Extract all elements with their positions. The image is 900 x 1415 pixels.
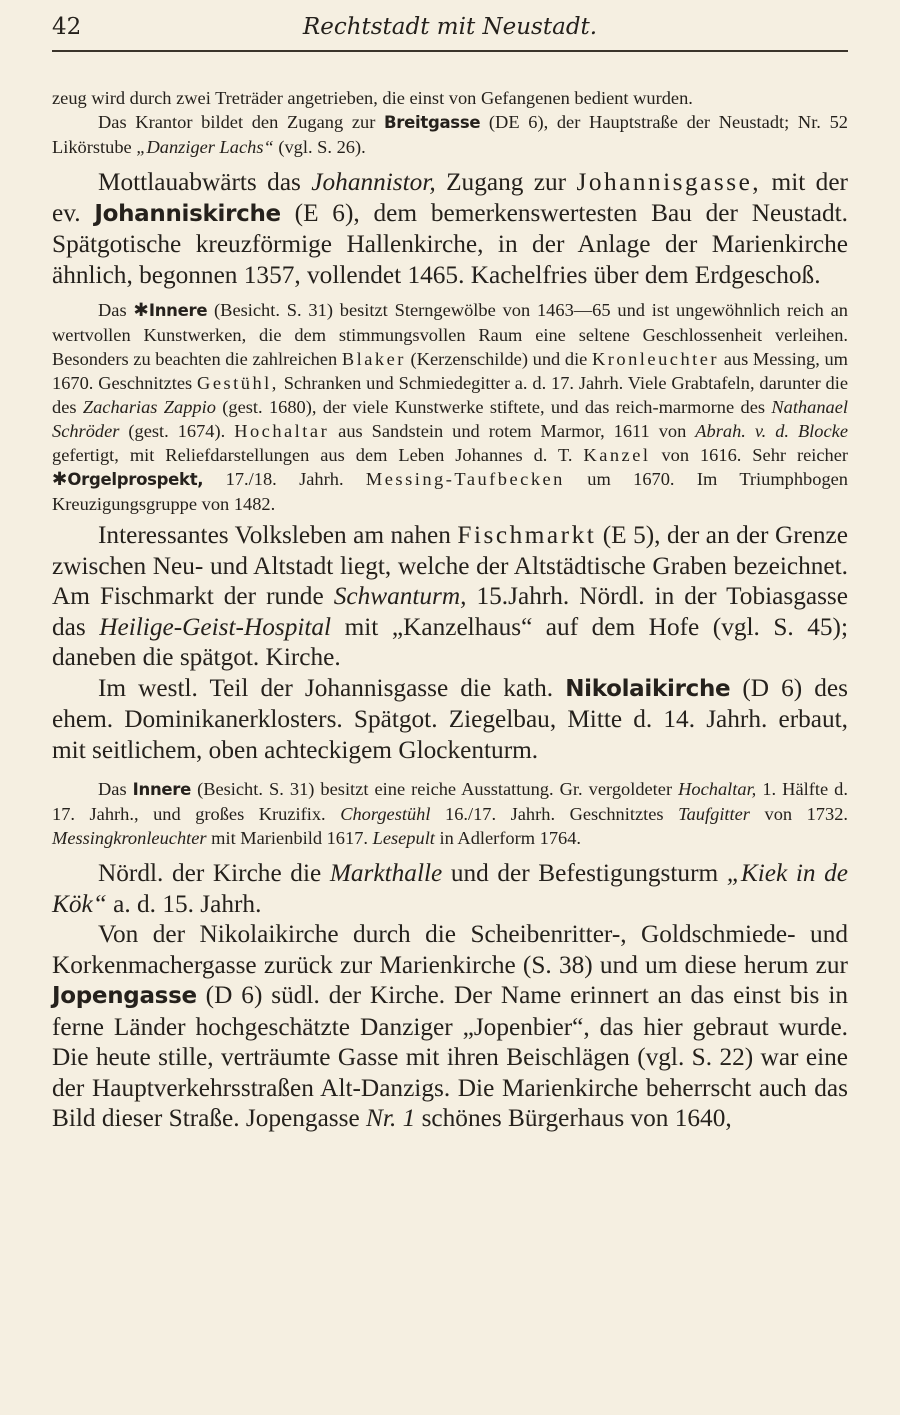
paragraph-1: zeug wird durch zwei Treträder angetrieben, die einst von Gefangenen bedient wurden.: [52, 88, 693, 108]
paragraph-8: Nördl. der Kirche die Markthalle und der Befestigungsturm „Kiek in de Kök“ a. d. 15. Jahrh.: [52, 859, 848, 918]
place-jopengasse: Jopengasse: [52, 983, 197, 1009]
page-header: [52, 14, 848, 50]
star-icon: ✱: [133, 300, 149, 321]
page-body: [52, 86, 848, 1134]
paragraph-4: Das ✱Innere (Besicht. S. 31) besitzt Sterngewölbe von 1463—65 und ist ungewöhnlich reich an wertvollen Kunstwerken, die dem stimmungsvollen Raum eine seltene Geschlossenheit verleihen. Besonders zu beachten die zahlreichen Blaker (Kerzenschilde) und die Kronleuchter aus Messing, um 1670. Geschnitztes Gestühl, Schranken und Schmiedegitter a. d. 17. Jahrh. Viele Grabtafeln, darunter die des Zacharias Zappio (gest. 1680), der viele Kunstwerke stiftete, und das reich-marmorne des Nathanael Schröder (gest. 1674). Hochaltar aus Sandstein und rotem Marmor, 1611 von Abrah. v. d. Blocke gefertigt, mit Reliefdarstellungen aus dem Leben Johannes d. T. Kanzel von 1616. Sehr reicher ✱Orgelprospekt, 17./18. Jahrh. Messing-Taufbecken um 1670. Im Triumphbogen Kreuzigungsgruppe von 1482.: [52, 300, 849, 514]
running-title: Rechtstadt mit Neustadt.: [302, 14, 598, 40]
place-breitgasse: Breitgasse: [384, 113, 481, 132]
place-nikolaikirche: Nikolaikirche: [565, 675, 731, 702]
paragraph-2: Das Krantor bildet den Zugang zur Breitgasse (DE 6), der Hauptstraße der Neustadt; Nr. 52 Likörstube „Danziger Lachs“ (vgl. S. 26).: [52, 112, 848, 157]
paragraph-9: Von der Nikolaikirche durch die Scheibenritter-, Goldschmiede- und Korkenmachergasse zurück zur Marienkirche (S. 38) und um diese herum zur Jopengasse (D 6) südl. der Kirche. Der Name erinnert an das einst bis in ferne Länder hochgeschätzte Danziger „Jopenbier“, das hier gebraut wurde. Die heute stille, verträumte Gasse mit ihren Beischlägen (vgl. S. 22) war eine der Hauptverkehrsstraßen Alt-Danzigs. Die Marienkirche beherrscht auch das Bild dieser Straße. Jopengasse Nr. 1 schönes Bürgerhaus von 1640,: [52, 920, 848, 1132]
paragraph-5: Interessantes Volksleben am nahen Fischmarkt (E 5), der an der Grenze zwischen Neu- und Altstadt liegt, welche der Altstädtische Graben bezeichnet. Am Fischmarkt der runde Schwanturm, 15.Jahrh. Nördl. in der Tobiasgasse das Heilige-Geist-Hospital mit „Kanzelhaus“ auf dem Hofe (vgl. S. 45); daneben die spätgot. Kirche.: [52, 521, 848, 671]
paragraph-6: Im westl. Teil der Johannisgasse die kath. Nikolaikirche (D 6) des ehem. Dominikanerklosters. Spätgot. Ziegelbau, Mitte d. 14. Jahrh. erbaut, mit seitlichem, oben achteckigem Glockenturm.: [52, 673, 848, 764]
header-rule: [52, 50, 848, 52]
star-icon: ✱: [52, 469, 68, 490]
paragraph-7: Das Innere (Besicht. S. 31) besitzt eine reiche Ausstattung. Gr. vergoldeter Hochaltar, 1. Hälfte d. 17. Jahrh., und großes Kruzifix. Chorgestühl 16./17. Jahrh. Geschnitztes Taufgitter von 1732. Messingkronleuchter mit Marienbild 1617. Lesepult in Adlerform 1764.: [52, 779, 848, 848]
page-number: 42: [52, 14, 82, 40]
place-johanniskirche: Johanniskirche: [94, 200, 281, 227]
paragraph-3: Mottlauabwärts das Johannistor, Zugang zur Johannisgasse, mit der ev. Johanniskirche (E 6), dem bemerkenswertesten Bau der Neustadt. Spätgotische kreuzförmige Hallenkirche, in der Anlage der Marienkirche ähnlich, begonnen 1357, vollendet 1465. Kachelfries über dem Erdgeschoß.: [52, 168, 848, 289]
